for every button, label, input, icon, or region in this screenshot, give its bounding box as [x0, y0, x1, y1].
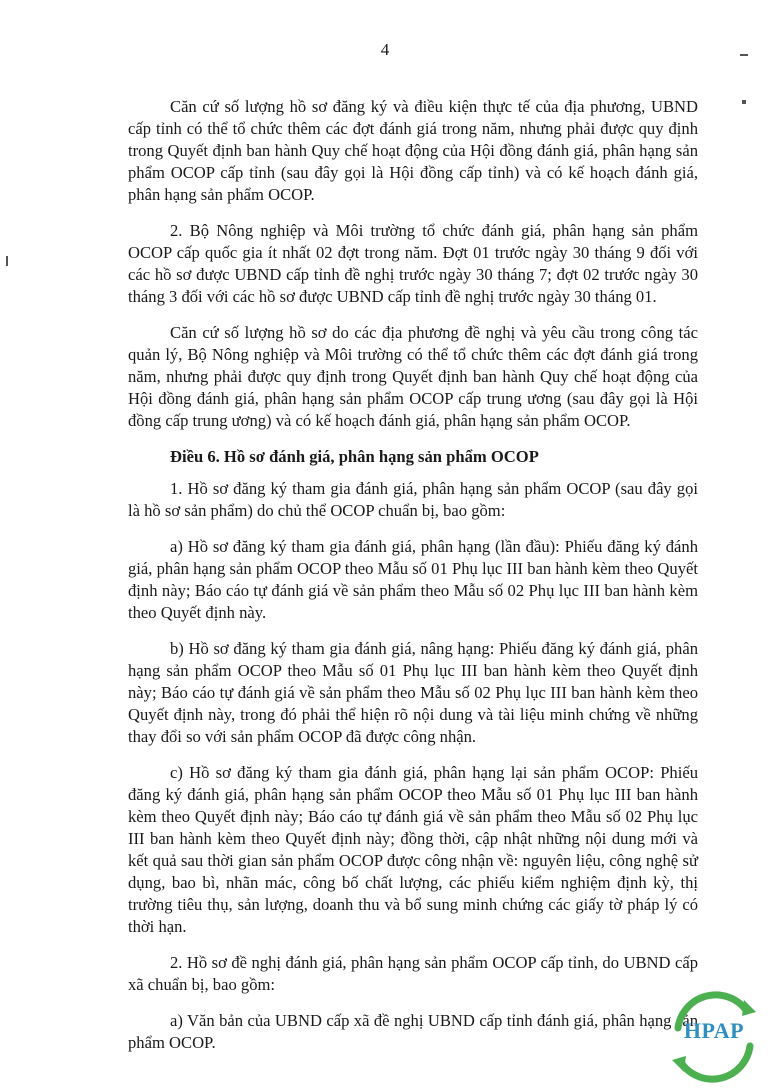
- document-body: [128, 96, 698, 1068]
- page-number: 4: [380, 40, 390, 59]
- paragraph: c) Hồ sơ đăng ký tham gia đánh giá, phân hạng lại sản phẩm OCOP: Phiếu đăng ký đánh giá, phân hạng sản phẩm OCOP theo Mẫu số 01 Phụ lục III ban hành kèm theo Quyết định này; Báo cáo tự đánh giá về sản phẩm theo Mẫu số 02 Phụ lục III ban hành kèm theo Quyết định này; đồng thời, cập nhật những nội dung mới và kết quả sau thời gian sản phẩm OCOP được công nhận về: nguyên liệu, công nghệ sử dụng, bao bì, nhãn mác, công bố chất lượng, các phiếu kiểm nghiệm định kỳ, thị trường tiêu thụ, sản lượng, doanh thu và bổ sung minh chứng các giấy tờ pháp lý có thời hạn.: [128, 763, 698, 936]
- article-heading: Điều 6. Hồ sơ đánh giá, phân hạng sản phẩm OCOP: [170, 447, 539, 466]
- paragraph: 2. Hồ sơ đề nghị đánh giá, phân hạng sản phẩm OCOP cấp tỉnh, do UBND cấp xã chuẩn bị, bao gồm:: [128, 953, 698, 994]
- paragraph: a) Hồ sơ đăng ký tham gia đánh giá, phân hạng (lần đầu): Phiếu đăng ký đánh giá, phân hạng sản phẩm OCOP theo Mẫu số 01 Phụ lục III ban hành kèm theo Quyết định này; Báo cáo tự đánh giá về sản phẩm theo Mẫu số 02 Phụ lục III ban hành kèm theo Quyết định này.: [128, 537, 698, 622]
- hpap-logo: [664, 988, 764, 1084]
- paragraph: Căn cứ số lượng hồ sơ đăng ký và điều kiện thực tế của địa phương, UBND cấp tỉnh có thể tổ chức thêm các đợt đánh giá trong năm, nhưng phải được quy định trong Quyết định ban hành Quy chế hoạt động của Hội đồng đánh giá, phân hạng sản phẩm OCOP cấp tỉnh (sau đây gọi là Hội đồng cấp tỉnh) và có kế hoạch đánh giá, phân hạng sản phẩm OCOP.: [128, 97, 698, 204]
- paragraph: 1. Hồ sơ đăng ký tham gia đánh giá, phân hạng sản phẩm OCOP (sau đây gọi là hồ sơ sản phẩm) do chủ thể OCOP chuẩn bị, bao gồm:: [128, 479, 698, 520]
- scan-mark: [740, 54, 748, 56]
- paragraph: Căn cứ số lượng hồ sơ do các địa phương đề nghị và yêu cầu trong công tác quản lý, Bộ Nông nghiệp và Môi trường có thể tổ chức thêm các đợt đánh giá trong năm, nhưng phải được quy định trong Quyết định ban hành Quy chế hoạt động của Hội đồng đánh giá, phân hạng sản phẩm OCOP cấp trung ương (sau đây gọi là Hội đồng cấp trung ương) và có kế hoạch đánh giá, phân hạng sản phẩm OCOP.: [128, 323, 698, 430]
- paragraph: 2. Bộ Nông nghiệp và Môi trường tổ chức đánh giá, phân hạng sản phẩm OCOP cấp quốc gia ít nhất 02 đợt trong năm. Đợt 01 trước ngày 30 tháng 9 đối với các hồ sơ được UBND cấp tỉnh đề nghị trước ngày 30 tháng 7; đợt 02 trước ngày 30 tháng 3 đối với các hồ sơ được UBND cấp tỉnh đề nghị trước ngày 30 tháng 01.: [128, 221, 698, 306]
- scan-mark: [6, 256, 8, 266]
- paragraph: a) Văn bản của UBND cấp xã đề nghị UBND cấp tỉnh đánh giá, phân hạng sản phẩm OCOP.: [128, 1011, 698, 1052]
- paragraph: b) Hồ sơ đăng ký tham gia đánh giá, nâng hạng: Phiếu đăng ký đánh giá, phân hạng sản phẩm OCOP theo Mẫu số 01 Phụ lục III ban hành kèm theo Quyết định này; Báo cáo tự đánh giá về sản phẩm theo Mẫu số 02 Phụ lục III ban hành kèm theo Quyết định này, trong đó phải thể hiện rõ nội dung và tài liệu minh chứng về những thay đổi so với sản phẩm OCOP đã được công nhận.: [128, 639, 698, 746]
- logo-text: HPAP: [683, 1018, 745, 1043]
- scan-mark: [742, 100, 746, 104]
